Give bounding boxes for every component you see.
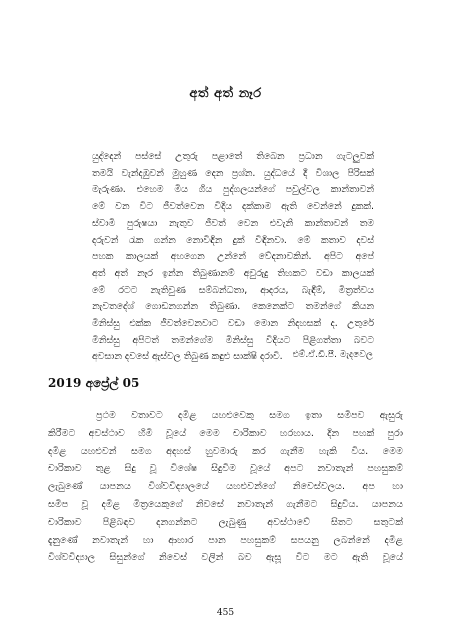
chapter-title: අත් අත් නෑර <box>189 86 262 101</box>
text-line: චාරිකාව තුළ සිදු වූ විශේෂ සිදුවීම වූයේ අපට නවාතැන් පහසුකම් <box>48 463 403 475</box>
text-line: මිනිස්සු අපිටත් තමන්ගේම මිනිස්සු විදියට පිළිගත්තා බවට <box>92 334 374 346</box>
intro-paragraph <box>92 149 374 366</box>
text-line: මේ රටට නැතිවුණ සම්බන්ධතා, ආදරය, බැඳීම්, මිත්‍රත්වය <box>92 284 374 296</box>
text-line: දැනුණේ නවාතැන් හා ආහාර පාන පහසුකම් සපයනු ලබන්නේ දමිළ <box>48 534 403 546</box>
text-line: පහක කාලයක් අහගෙන උන්නේ වේදනාවකින්. අපිට අපේ <box>92 251 374 263</box>
text-line: චාරිකාව පිළිබඳව දනගන්නට ලැබුණු අවස්ථාවේ සිතට සතුටක් <box>48 516 403 528</box>
text-line: මේ වන විට ජීවත්වෙන විදිය දක්කාම ඇති වෙන්නේ දුකක්. <box>92 201 374 213</box>
text-line: කිරීමට අවස්ථාව හිමි වූයේ මෙම චාරිකාව හරහාය. දින පහක් පුරා <box>48 427 403 439</box>
text-line: ලැබුණේ යාපනය විශ්වවිද්‍යාලයේ යහළුවන්ගේ නිවෙස්වලය. අප හා <box>48 481 403 493</box>
text-line: අවසාන දවසේ ඇස්වල තිබුණ කඳුළු සාක්ෂි දරාවි. <box>92 351 283 363</box>
text-line: තමයි වැන්දඹුවන් මුහුණ දෙන ප්‍රශ්න. යුද්ධයේ දී විශාල පිරිසක් <box>92 167 374 179</box>
text-line: විශ්වවිද්‍යාල සිසුන්ගේ නිවෙස් වලින් බව ඇසූ විට මට ඇති වූයේ <box>48 552 403 564</box>
text-line: මිනිස්සු එක්ක ජීවත්වෙනවාට වඩා මොන නිදහසක් ද. උතුරේ <box>92 318 374 330</box>
text-line: නැවතදේශ් ගොඩනගන්න තිබුණා. කෙනෙක්ට තමන්ගේ කියන <box>92 301 374 313</box>
author-signature: එම්.ඒ.ඩී.පී. මැදවෙල <box>292 349 373 360</box>
page-number: 455 <box>216 608 235 618</box>
body-paragraph <box>48 407 403 567</box>
text-line: ස්වාමි පුරුෂයා නැතුව ජීවත් වෙන එවැනි කාන්තාවන් තම <box>92 217 374 229</box>
text-line: දරුවන් රැක ගන්න නොවිඳින දුක් විඳිනවා. මේ කතාව දවස් <box>92 234 374 246</box>
text-line: අත් අත් නෑර ඉන්න තිබුණානම් අවුරුදු තිහකට වඩා කාලයක් <box>92 267 374 279</box>
text-line: සමීප වූ දමිළ මිත්‍රයෙකුගේ නිවසේ නවාතැන් ගැනීමට සිදුවිය. යාපනය <box>48 498 403 510</box>
text-line: මැරුණා. එහෙම මිය ගිය පුද්ගලයන්ගේ පවුල්වල කාන්තාවන් <box>92 184 374 196</box>
text-line: දමිළ යහළුවන් සමග අදහස් හුවමාරු කර ගැනීම හැකි විය. මෙම <box>48 445 403 457</box>
text-line: ප්‍රථම වතාවට දමිළ යහළුවෙකු සමග ඉතා සමීපව ඇසුරු <box>96 410 403 421</box>
text-line: යුද්දෙන් පස්සේ උතුරු පළාතේ තිබෙන ප්‍රධාන ගැටලුවක් <box>92 151 374 162</box>
entry-date: 2019 අප්‍රේල් 05 <box>48 376 140 390</box>
